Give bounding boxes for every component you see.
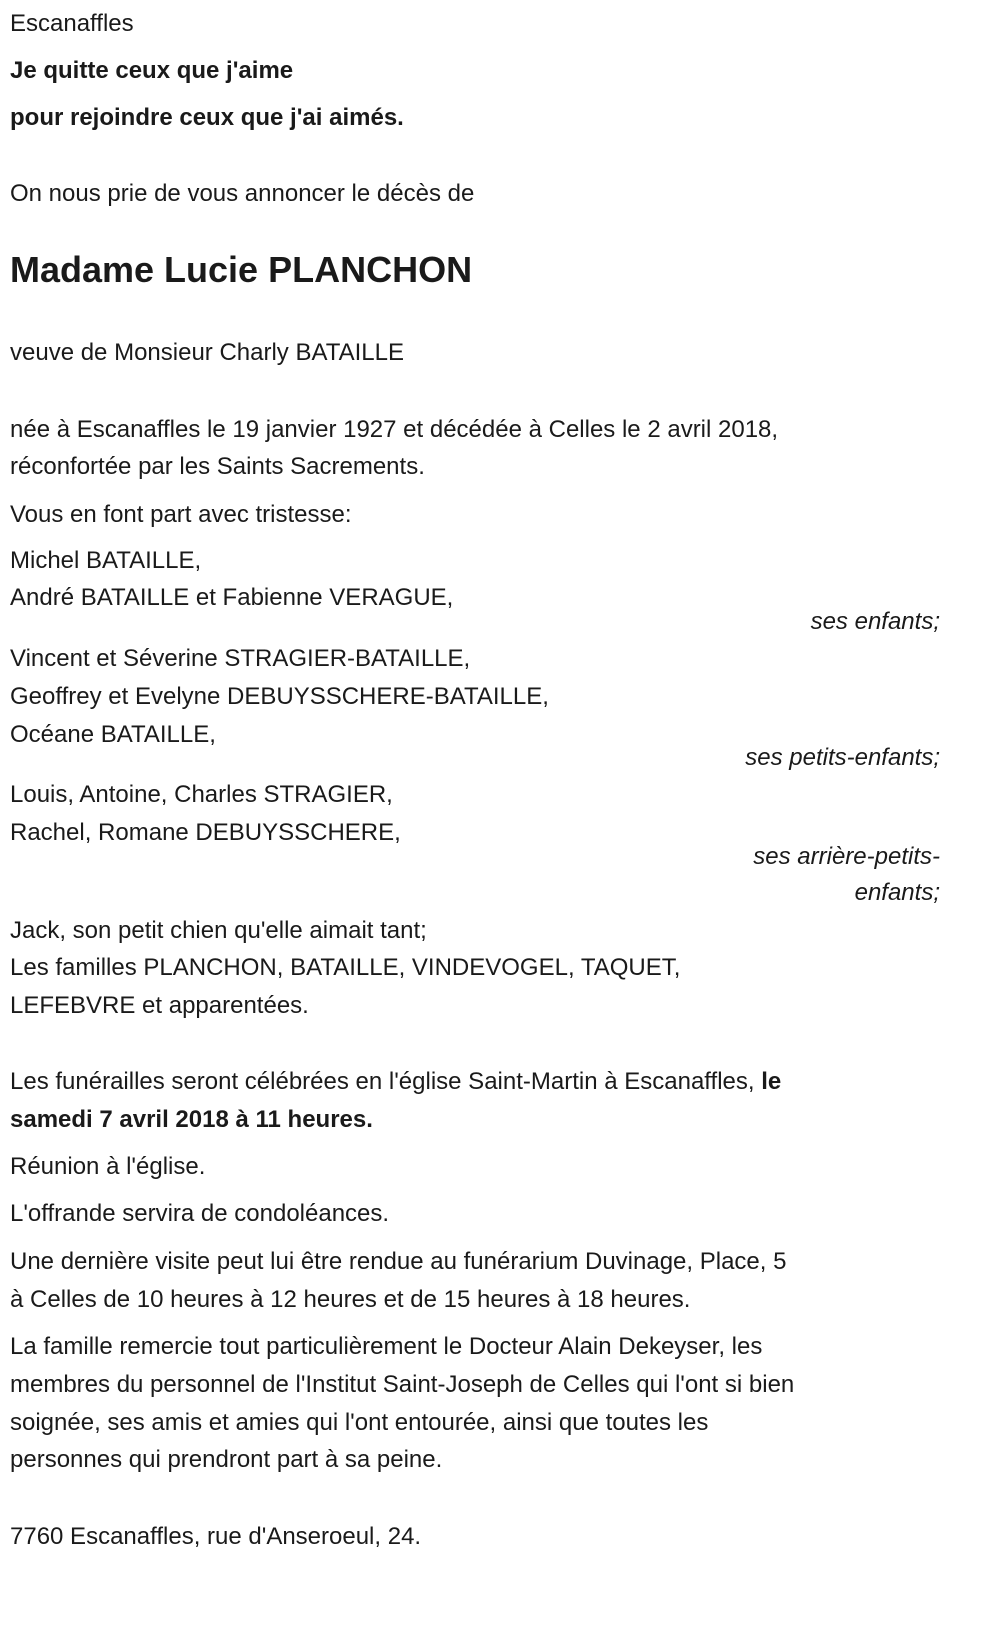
grandchild: Océane BATAILLE, bbox=[10, 721, 216, 748]
birth-death-line-1: née à Escanaffles le 19 janvier 1927 et décédée à Celles le 2 avril 2018, bbox=[10, 416, 779, 443]
funeral-date-start: le bbox=[761, 1068, 782, 1095]
grandchildren-label: ses petits-enfants; bbox=[745, 744, 940, 771]
quote-line-1: Je quitte ceux que j'aime bbox=[10, 57, 294, 84]
funeral-line-1 bbox=[10, 1063, 940, 1101]
family-intro: Vous en font part avec tristesse: bbox=[10, 501, 352, 528]
great-grandchildren-label-2: enfants; bbox=[854, 879, 940, 906]
offering: L'offrande servira de condoléances. bbox=[10, 1200, 390, 1227]
thanks-line-4: personnes qui prendront part à sa peine. bbox=[10, 1446, 443, 1473]
birth-death-line-2: réconfortée par les Saints Sacrements. bbox=[10, 453, 425, 480]
deceased-name: Madame Lucie PLANCHON bbox=[10, 249, 473, 290]
great-grandchildren-label-1: ses arrière-petits- bbox=[753, 843, 940, 870]
place-header: Escanaffles bbox=[10, 10, 134, 37]
thanks-line-3: soignée, ses amis et amies qui l'ont entourée, ainsi que toutes les bbox=[10, 1409, 709, 1436]
visit-line-2: à Celles de 10 heures à 12 heures et de 15 heures à 18 heures. bbox=[10, 1286, 691, 1313]
great-grandchild: Rachel, Romane DEBUYSSCHERE, bbox=[10, 819, 401, 846]
address: 7760 Escanaffles, rue d'Anseroeul, 24. bbox=[10, 1523, 422, 1550]
other-mourner: Les familles PLANCHON, BATAILLE, VINDEVOGEL, TAQUET, bbox=[10, 954, 681, 981]
grandchild: Geoffrey et Evelyne DEBUYSSCHERE-BATAILLE, bbox=[10, 683, 549, 710]
other-mourner: Jack, son petit chien qu'elle aimait tant; bbox=[10, 917, 427, 944]
visit-line-1: Une dernière visite peut lui être rendue au funérarium Duvinage, Place, 5 bbox=[10, 1248, 787, 1275]
grandchild: Vincent et Séverine STRAGIER-BATAILLE, bbox=[10, 645, 471, 672]
meeting: Réunion à l'église. bbox=[10, 1153, 206, 1180]
thanks-line-1: La famille remercie tout particulièrement le Docteur Alain Dekeyser, les bbox=[10, 1333, 763, 1360]
great-grandchild: Louis, Antoine, Charles STRAGIER, bbox=[10, 781, 393, 808]
child: André BATAILLE et Fabienne VERAGUE, bbox=[10, 584, 454, 611]
announcement: On nous prie de vous annoncer le décès de bbox=[10, 180, 475, 207]
other-mourner: LEFEBVRE et apparentées. bbox=[10, 992, 309, 1019]
quote-line-2: pour rejoindre ceux que j'ai aimés. bbox=[10, 104, 404, 131]
child: Michel BATAILLE, bbox=[10, 547, 202, 574]
children-label: ses enfants; bbox=[810, 608, 940, 635]
funeral-date: samedi 7 avril 2018 à 11 heures. bbox=[10, 1106, 373, 1133]
spouse: veuve de Monsieur Charly BATAILLE bbox=[10, 339, 404, 366]
funeral-text: Les funérailles seront célébrées en l'église Saint-Martin à Escanaffles, bbox=[10, 1068, 755, 1095]
thanks-line-2: membres du personnel de l'Institut Saint-Joseph de Celles qui l'ont si bien bbox=[10, 1371, 795, 1398]
